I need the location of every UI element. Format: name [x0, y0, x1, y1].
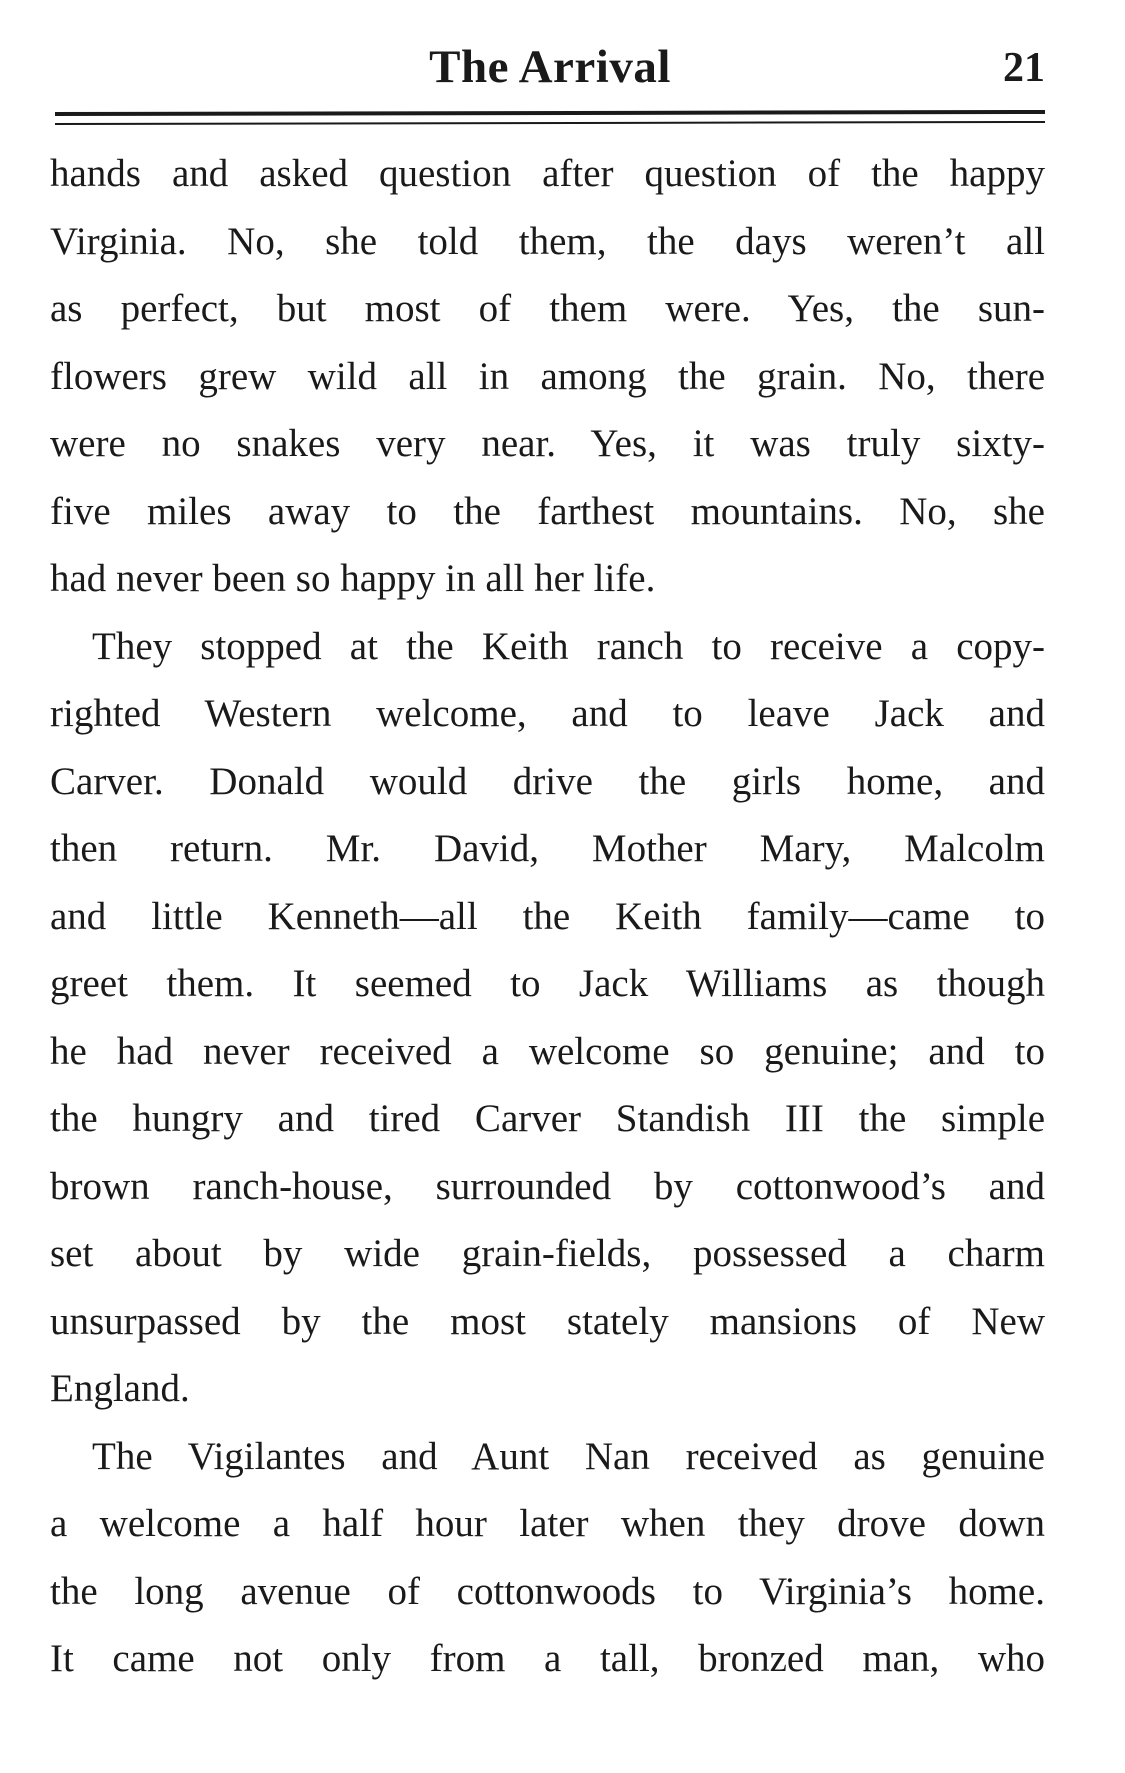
text-line: They stopped at the Keith ranch to receive a copy-	[92, 624, 1045, 668]
text-line: flowers grew wild all in among the grain. No, there	[50, 354, 1045, 398]
body-text	[50, 140, 1045, 1693]
text-line: hands and asked question after question of the happy	[50, 152, 1045, 195]
running-head	[55, 40, 1045, 100]
text-line: had never been so happy in all her life.	[50, 557, 656, 600]
text-line: five miles away to the farthest mountains. No, she	[50, 489, 1045, 533]
paragraph	[50, 140, 1045, 613]
header-rule-thin	[55, 121, 1045, 125]
text-line: were no snakes very near. Yes, it was truly sixty-	[50, 422, 1045, 465]
page-number: 21	[1003, 45, 1045, 91]
text-line: The Vigilantes and Aunt Nan received as genuine	[92, 1434, 1045, 1478]
text-line: Carver. Donald would drive the girls home, and	[50, 759, 1045, 803]
header-rule-thick	[55, 110, 1045, 116]
text-line: brown ranch-house, surrounded by cottonwood’s and	[50, 1164, 1045, 1208]
text-line: England.	[50, 1367, 190, 1410]
text-line: righted Western welcome, and to leave Jack and	[50, 692, 1045, 735]
text-line: greet them. It seemed to Jack Williams as though	[50, 962, 1045, 1005]
paragraph	[50, 613, 1045, 1423]
text-line: then return. Mr. David, Mother Mary, Malcolm	[50, 827, 1045, 870]
text-line: set about by wide grain-fields, possessed a charm	[50, 1232, 1045, 1275]
text-line: Virginia. No, she told them, the days weren’t all	[50, 219, 1045, 263]
text-line: a welcome a half hour later when they drove down	[50, 1502, 1045, 1545]
text-line: unsurpassed by the most stately mansions of New	[50, 1299, 1045, 1343]
text-line: the long avenue of cottonwoods to Virginia’s home.	[50, 1569, 1045, 1613]
chapter-title: The Arrival	[429, 41, 671, 93]
text-line: he had never received a welcome so genuine; and to	[50, 1029, 1045, 1073]
text-line: It came not only from a tall, bronzed man, who	[50, 1637, 1045, 1680]
text-line: and little Kenneth—all the Keith family—came to	[50, 894, 1045, 938]
text-line: the hungry and tired Carver Standish III the simple	[50, 1097, 1045, 1140]
text-line: as perfect, but most of them were. Yes, the sun-	[50, 287, 1045, 330]
paragraph	[50, 1423, 1045, 1693]
